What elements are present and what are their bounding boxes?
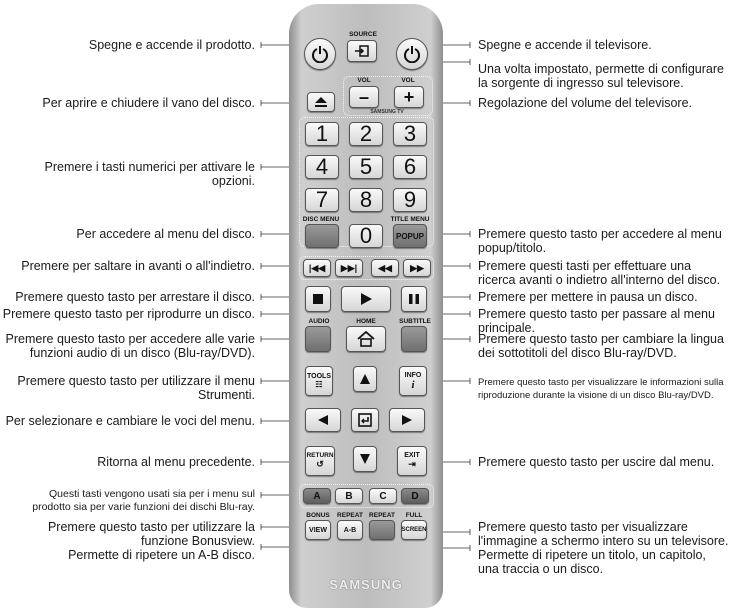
subtitle-button[interactable] [401,326,427,352]
number-1-button[interactable]: 1 [305,122,339,146]
subtitle-label: SUBTITLE [399,318,431,325]
skip-back-icon: |◀◀ [308,262,326,273]
annotation-skip: Premere per saltare in avanti o all'indietro. [21,259,255,273]
volume-down-button[interactable]: – [349,86,379,108]
exit-label: EXIT [404,452,420,459]
home-icon [357,331,375,347]
number-0-button[interactable]: 0 [349,224,383,248]
audio-label: AUDIO [308,318,330,325]
annotation-stop: Premere questo tasto per arrestare il disco. [15,290,255,304]
left-arrow-button[interactable] [305,408,341,432]
annotation-search: Premere questi tasti per effettuare una ricerca avanti o indietro all'interno del disco. [478,259,721,287]
vol-right-label: VOL [401,77,415,84]
info-icon: i [411,378,415,391]
samsung-logo: SAMSUNG [329,577,403,592]
stop-button[interactable] [305,286,331,312]
annotation-full-screen: Premere questo tasto per visualizzare l'immagine a schermo intero su un televisore. [478,520,729,548]
power-tv-button[interactable] [396,38,428,70]
repeat-label: REPEAT [369,512,395,519]
down-arrow-icon [359,453,371,465]
annotation-subtitle: Premere questo tasto per cambiare la lingua dei sottotitoli del disco Blu-ray/DVD. [478,332,724,360]
search-forward-button[interactable] [403,259,431,277]
bonusview-button[interactable]: VIEW [305,520,331,540]
source-button[interactable] [347,40,377,62]
up-arrow-icon [359,373,371,385]
annotation-source: Una volta impostato, permette di configurare la sorgente di ingresso sul televisore. [478,62,724,90]
samsung-tv-label: SAMSUNG TV [370,109,404,115]
annotation-repeat: Permette di ripetere un titolo, un capitolo, una traccia o un disco. [478,548,706,576]
repeat-ab-top-label: REPEAT [337,512,363,519]
home-button[interactable] [346,326,386,352]
repeat-button[interactable] [369,520,395,540]
fast-forward-icon: ▶▶ [410,262,424,273]
popup-button[interactable]: POPUP [393,224,427,248]
title-menu-label: TITLE MENU [390,216,430,223]
return-label: RETURN [306,452,334,459]
annotation-power-tv: Spegne e accende il televisore. [478,38,652,52]
number-9-button[interactable]: 9 [393,188,427,212]
right-arrow-icon [401,414,413,426]
skip-forward-icon: ▶▶| [340,262,358,273]
annotation-audio: Premere questo tasto per accedere alle varie funzioni audio di un disco (Blu-ray/DVD). [5,332,255,360]
annotation-numbers: Premere i tasti numerici per attivare le opzioni. [44,160,255,188]
tools-label: TOOLS [307,373,331,380]
tools-icon: ☷ [315,380,323,389]
left-arrow-icon [317,414,329,426]
source-label: SOURCE [349,31,377,38]
annotation-return: Ritorna al menu precedente. [97,455,255,469]
enter-button[interactable] [351,408,379,432]
disc-menu-label: DISC MENU [302,216,340,223]
return-button[interactable] [305,446,335,476]
color-key-c-button[interactable]: C [369,488,397,504]
exit-button[interactable] [397,446,427,476]
disc-menu-button[interactable] [305,224,339,248]
annotation-color-keys: Questi tasti vengono usati sia per i menu sul prodotto sia per varie funzioni dei dischi Blu-ray. [32,488,255,513]
play-button[interactable] [341,286,391,312]
number-2-button[interactable]: 2 [349,122,383,146]
volume-up-button[interactable]: + [394,86,424,108]
eject-icon [314,96,328,108]
remote-control [289,4,443,608]
bonus-label: BONUS [306,512,330,519]
enter-icon [358,413,372,427]
down-arrow-button[interactable] [353,446,377,472]
color-key-b-button[interactable]: B [335,488,363,504]
home-label: HOME [356,318,376,325]
annotation-eject: Per aprire e chiudere il vano del disco. [42,96,255,110]
up-arrow-button[interactable] [353,366,377,392]
eject-button[interactable] [307,92,335,112]
annotation-exit: Premere questo tasto per uscire dal menu. [478,455,715,469]
color-key-d-button[interactable]: D [401,488,429,504]
number-6-button[interactable]: 6 [393,155,427,179]
exit-icon: ⇥ [408,459,416,469]
search-back-button[interactable] [371,259,399,277]
annotation-popup: Premere questo tasto per accedere al menu popup/titolo. [478,227,722,255]
rewind-icon: ◀◀ [378,262,392,273]
full-screen-button[interactable]: SCREEN [401,520,427,540]
info-label: INFO [404,371,422,379]
number-7-button[interactable]: 7 [305,188,339,212]
play-icon [359,292,373,306]
annotation-disc-menu: Per accedere al menu del disco. [76,227,255,241]
annotation-home: Premere questo tasto per passare al menu principale. [478,307,715,335]
annotation-pause: Premere per mettere in pausa un disco. [478,290,698,304]
return-icon: ↺ [316,459,324,469]
stop-icon [312,293,324,305]
info-button[interactable] [399,366,427,396]
skip-back-button[interactable] [303,259,331,277]
color-key-a-button[interactable]: A [303,488,331,504]
annotation-arrows: Per selezionare e cambiare le voci del menu. [5,414,255,428]
power-icon [311,45,329,63]
full-label: FULL [405,512,423,519]
audio-button[interactable] [305,326,331,352]
annotation-volume: Regolazione del volume del televisore. [478,96,693,110]
number-8-button[interactable]: 8 [349,188,383,212]
vol-left-label: VOL [357,77,371,84]
source-icon [354,44,370,58]
pause-button[interactable] [401,286,427,312]
right-arrow-button[interactable] [389,408,425,432]
annotation-power-product: Spegne e accende il prodotto. [88,38,255,52]
annotation-repeat-ab: Permette di ripetere un A-B disco. [68,548,255,562]
power-product-button[interactable] [304,38,336,70]
repeat-ab-button[interactable]: A-B [337,520,363,540]
number-4-button[interactable]: 4 [305,155,339,179]
annotation-play: Premere questo tasto per riprodurre un disco. [2,307,255,321]
annotation-tools: Premere questo tasto per utilizzare il menu Strumenti. [17,374,255,402]
annotation-info: Premere questo tasto per visualizzare le informazioni sulla riproduzione durante la visione di un disco Blu-ray/DVD. [478,377,724,401]
tv-power-icon [403,45,421,63]
tools-button[interactable] [305,366,333,396]
skip-forward-button[interactable] [335,259,363,277]
number-3-button[interactable]: 3 [393,122,427,146]
pause-icon [408,293,420,305]
number-5-button[interactable]: 5 [349,155,383,179]
annotation-bonusview: Premere questo tasto per utilizzare la funzione Bonusview. [47,520,255,548]
